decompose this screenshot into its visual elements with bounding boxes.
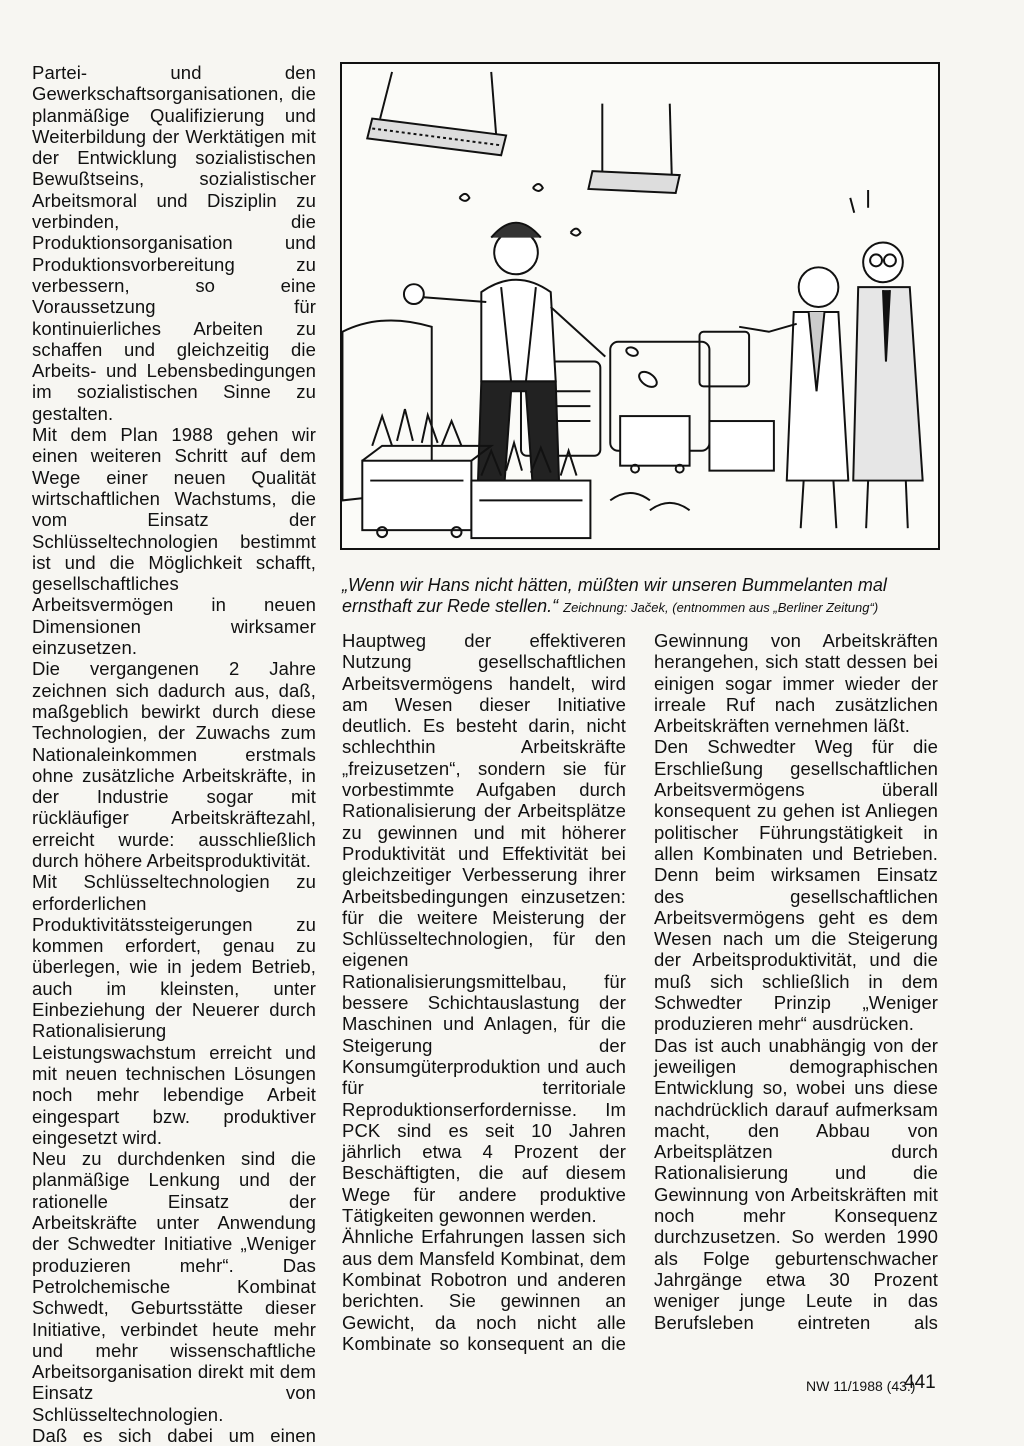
page-number: 441 [904,1372,936,1393]
text-column-3 [654,630,938,1333]
cartoon-illustration [340,62,940,550]
paragraph: Neu zu durchdenken sind die planmäßige Lenkung und der rationelle Einsatz der Arbeitskräfte unter Anwendung der Schwedter Initiative „Weniger produzieren mehr“. Das Petrolchemische Kombinat Schwedt, Geburtsstätte dieser Initiative, verbindet heute mehr und mehr wissenschaftliche Arbeitsorganisation direkt mit dem Einsatz von Schlüsseltechnologien. [32,1148,316,1425]
paragraph: Ähnliche Erfahrungen lassen sich aus dem Mansfeld Kombinat, dem Kombinat Robotron und anderen berichten. Sie gewinnen an Gewicht, da noch nicht alle Kombinate so konsequent an die [342,1226,626,1354]
issue-reference: NW 11/1988 (43.) [806,1378,916,1394]
text-column-1 [32,62,316,1446]
paragraph: Mit dem Plan 1988 gehen wir einen weiteren Schritt auf dem Wege einer neuen Qualität wirtschaftlichen Wachstums, die vom Einsatz der Schlüsseltechnologien bestimmt ist und die Möglichkeit schafft, gesellschaftliches Arbeitsvermögen in neuen Dimensionen wirksamer einzusetzen. [32,424,316,659]
cartoon-caption [342,575,946,618]
paragraph: Hauptweg der effektiveren Nutzung gesellschaftlichen Arbeitsvermögens handelt, wird am Wesen dieser Initiative deutlich. Es besteht darin, nicht schlechthin Arbeitskräfte „freizusetzen“, sondern sie für vorbestimmte Aufgaben durch Rationalisierung der Arbeitsplätze zu gewinnen und mit höherer Produktivität und Effektivität bei gleichzeitiger Verbesserung ihrer Arbeitsbedingungen einzusetzen: für die weitere Meisterung der Schlüsseltechnologien, für den eigenen Rationalisierungsmittelbau, für bessere Schichtauslastung der Maschinen und Anlagen, für die Steigerung der Konsumgüterproduktion und auch für territoriale Reproduktionserfordernisse. Im PCK sind es seit 10 Jahren jährlich etwa 4 Prozent der Beschäftigten, die auf diesem Wege für andere produktive Tätigkeiten gewonnen werden. [342,630,626,1227]
caption-quote: „Wenn wir Hans nicht hätten, müßten wir unseren Bummelanten mal ernsthaft zur Rede stellen.“ [342,575,887,616]
paragraph: Das ist auch unabhängig von der jeweiligen demographischen Entwicklung so, wobei uns diese nachdrücklich darauf aufmerksam macht, den Abbau von Arbeitsplätzen durch Rationalisierung und die Gewinnung von Arbeitskräften mit noch mehr Konsequenz durchzusetzen. So werden 1990 als Folge geburtenschwacher Jahrgänge etwa 30 Prozent weniger junge Leute in das Berufsleben eintreten als [654,1034,938,1333]
caption-credit: Zeichnung: Jaček, (entnommen aus „Berliner Zeitung“) [563,600,879,615]
text-column-2 [342,630,626,1354]
paragraph: Gewinnung von Arbeitskräften herangehen, sich statt dessen bei einigen sogar immer wieder der irreale Ruf nach zusätzlichen Arbeitskräften vernehmen läßt. [654,630,938,737]
paragraph: Mit Schlüsseltechnologien zu erforderlichen Produktivitätssteigerungen zu kommen erfordert, genau zu überlegen, wie in jedem Betrieb, auch im kleinsten, unter Einbeziehung der Neuerer durch Rationalisierung Leistungswachstum erreicht und mit neuen technischen Lösungen noch mehr lebendige Arbeit eingespart bzw. produktiver eingesetzt wird. [32,871,316,1148]
paragraph: Daß es sich dabei um einen [32,1425,316,1446]
paragraph: Partei- und den Gewerkschaftsorganisationen, die planmäßige Qualifizierung und Weiterbildung der Werktätigen mit der Entwicklung sozialistischen Bewußtseins, sozialistischer Arbeitsmoral und Disziplin zu verbinden, die Produktionsorganisation und Produktionsvorbereitung zu verbessern, so eine Voraussetzung für kontinuierliches Arbeiten zu schaffen und gleichzeitig die Arbeits- und Lebensbedingungen im sozialistischen Sinne zu gestalten. [32,62,316,424]
paragraph: Die vergangenen 2 Jahre zeichnen sich dadurch aus, daß, maßgeblich bewirkt durch diese Technologien, der Zuwachs zum Nationaleinkommen erstmals ohne zusätzliche Arbeitskräfte, in der Industrie sogar mit rückläufiger Arbeitskräftezahl, erreicht wurde: ausschließlich durch höhere Arbeitsproduktivität. [32,658,316,871]
paragraph: Den Schwedter Weg für die Erschließung gesellschaftlichen Arbeitsvermögens überall konsequent zu gehen ist Anliegen politischer Führungstätigkeit in allen Kombinaten und Betrieben. Denn beim wirksamen Einsatz des gesellschaftlichen Arbeitsvermögens geht es dem Wesen nach um die Steigerung der Arbeitsproduktivität, und die muß sich schließlich in dem Schwedter Prinzip „Weniger produzieren mehr“ ausdrücken. [654,736,938,1035]
